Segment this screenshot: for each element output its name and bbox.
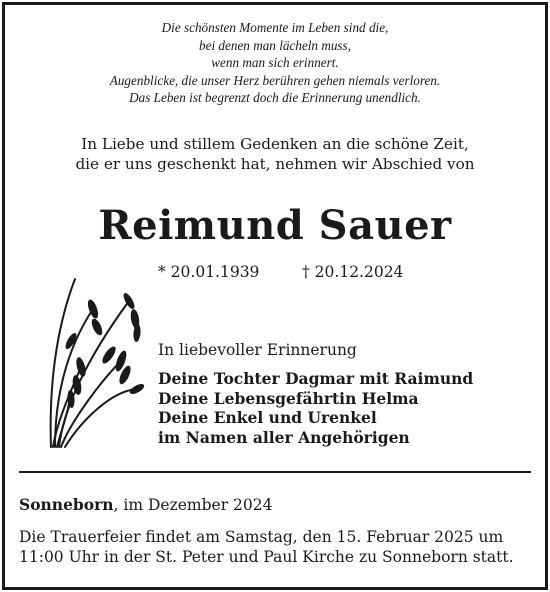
place-town: Sonneborn bbox=[19, 495, 114, 514]
obituary-frame bbox=[2, 2, 548, 590]
service-info bbox=[19, 527, 514, 567]
mourner-entry: Deine Enkel und Urenkel bbox=[158, 408, 377, 427]
poem bbox=[5, 19, 545, 107]
poem-line: Das Leben ist begrenzt doch die Erinnerung unendlich. bbox=[129, 90, 421, 106]
intro-text bbox=[5, 135, 545, 174]
place-date bbox=[19, 495, 273, 514]
mourners-list bbox=[158, 369, 473, 447]
poem-line: Die schönsten Momente im Leben sind die, bbox=[161, 20, 389, 35]
poem-line: wenn man sich erinnert. bbox=[211, 55, 339, 71]
mourner-entry: im Namen aller Angehörigen bbox=[158, 427, 410, 447]
mourner-entry: Deine Lebensgefährtin Helma bbox=[158, 388, 419, 408]
separator-line bbox=[19, 471, 531, 473]
intro-line: In Liebe und stillem Gedenken an die schöne Zeit, bbox=[81, 135, 469, 153]
poem-line: Augenblicke, die unser Herz berühren gehen niemals verloren. bbox=[109, 72, 441, 88]
birth-date: * 20.01.1939 bbox=[158, 263, 260, 281]
death-date: † 20.12.2024 bbox=[302, 263, 404, 281]
place-date-text: , im Dezember 2024 bbox=[113, 496, 273, 514]
poem-line: bei denen man lächeln muss, bbox=[199, 37, 351, 53]
memory-line: In liebevoller Erinnerung bbox=[158, 341, 357, 359]
grain-stalks-icon bbox=[41, 271, 151, 449]
mourner-entry: Deine Tochter Dagmar mit Raimund bbox=[158, 369, 474, 388]
service-line: Die Trauerfeier findet am Samstag, den 15. Februar 2025 um bbox=[19, 528, 504, 546]
deceased-name: Reimund Sauer bbox=[98, 202, 452, 249]
intro-line: die er uns geschenkt hat, nehmen wir Abschied von bbox=[75, 154, 475, 173]
service-line: 11:00 Uhr in der St. Peter und Paul Kirche zu Sonneborn statt. bbox=[19, 548, 514, 566]
